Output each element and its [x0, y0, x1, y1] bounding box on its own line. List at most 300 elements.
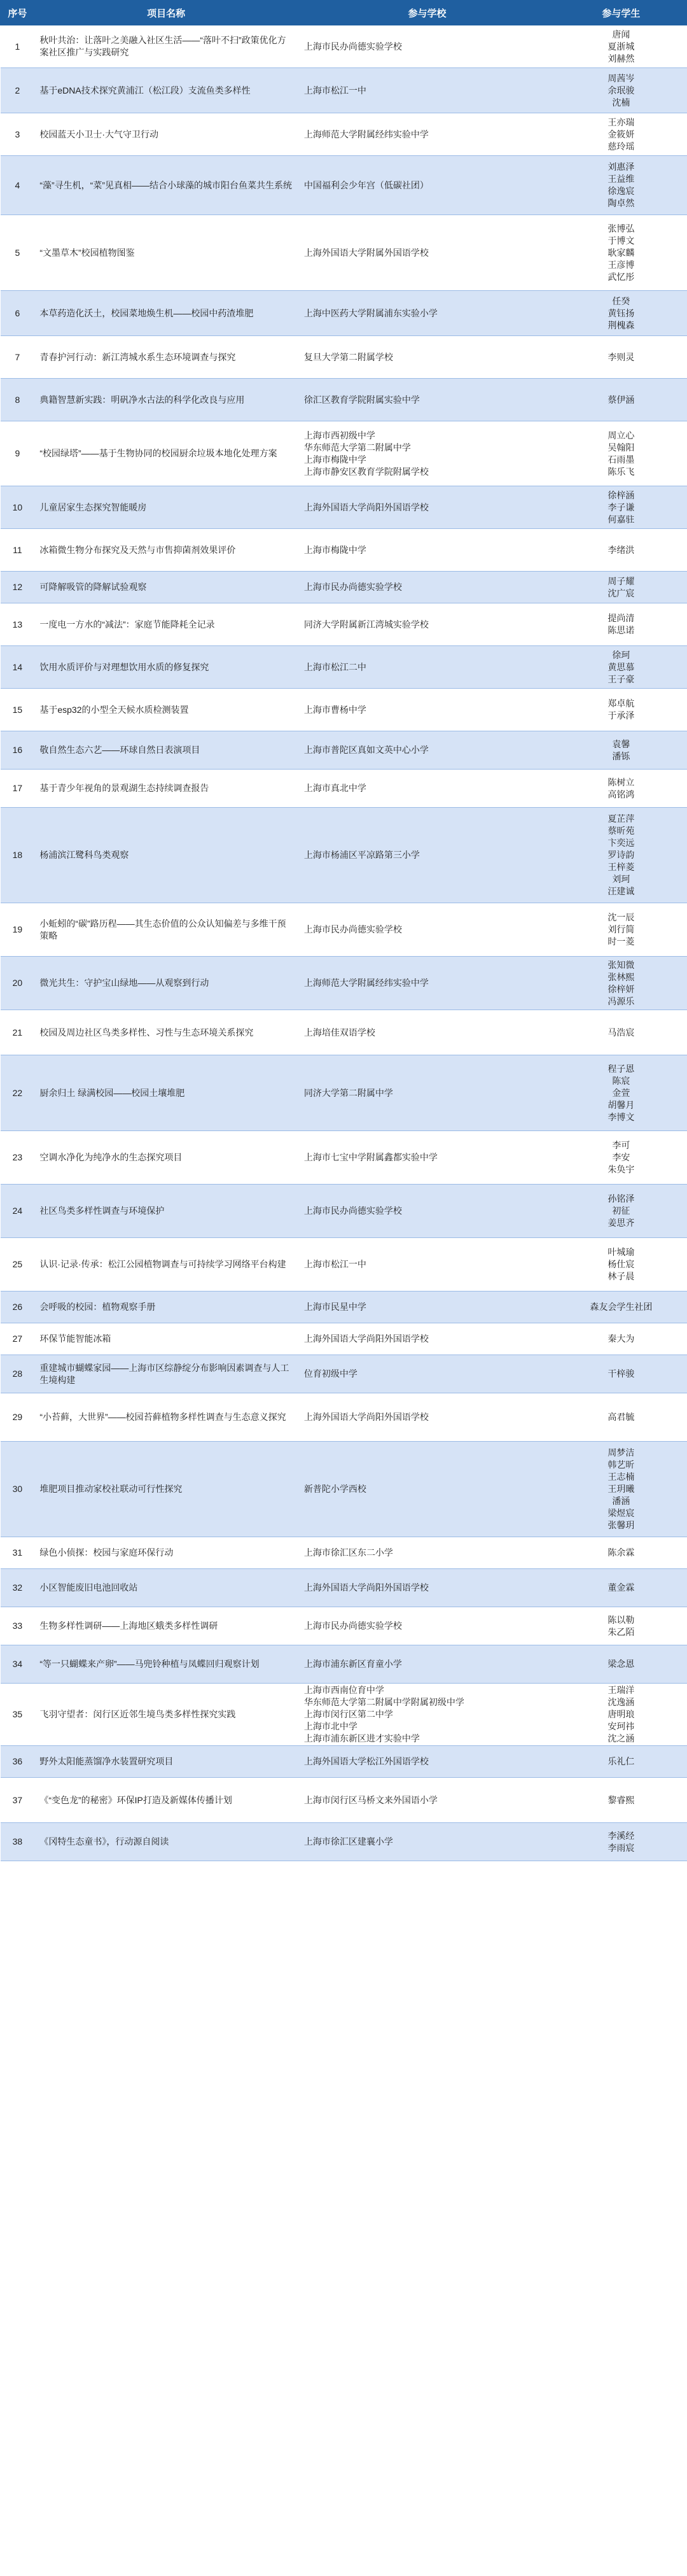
- school-cell: [299, 1746, 555, 1778]
- school-name: 上海市民星中学: [303, 1302, 366, 1312]
- project-name: 校园蓝天小卫士·大气守卫行动: [34, 113, 299, 156]
- school-name: 上海外国语大学附属外国语学校: [303, 247, 429, 258]
- project-name: 《“变色龙”的秘密》环保IP打造及新媒体传播计划: [34, 1778, 299, 1823]
- school-cell: [299, 379, 555, 421]
- student-name: 潘涵: [612, 1496, 630, 1506]
- student-name: 沈之涵: [607, 1733, 635, 1743]
- student-name: 森友会学生社团: [590, 1302, 653, 1312]
- students-cell: [555, 486, 686, 529]
- students-cell: [555, 808, 686, 903]
- school-cell: [299, 770, 555, 808]
- project-name: “藻”寻生机，“菜”见真相——结合小球藻的城市阳台鱼菜共生系统: [34, 156, 299, 215]
- student-name: 夏浙城: [607, 41, 635, 52]
- student-name: 李绪洪: [607, 544, 635, 555]
- students-cell: [555, 336, 686, 379]
- project-name: 基于esp32的小型全天候水质检测装置: [34, 689, 299, 731]
- student-name: 蔡伊涵: [607, 394, 635, 405]
- school-name: 上海市浦东新区进才实验中学: [303, 1733, 420, 1743]
- header-school: 参与学校: [299, 1, 555, 25]
- student-name: 王彦博: [607, 259, 635, 270]
- school-cell: [299, 1778, 555, 1823]
- students-cell: [555, 1607, 686, 1645]
- row-number: 37: [1, 1778, 35, 1823]
- project-name: 环保节能智能冰箱: [34, 1323, 299, 1355]
- project-name: 重建城市蝴蝶家园——上海市区综静绽分布影响因素调查与人工生境构建: [34, 1355, 299, 1393]
- student-name: 任癸: [612, 295, 630, 306]
- student-name: 金筱妍: [607, 129, 635, 139]
- students-cell: [555, 572, 686, 603]
- student-name: 于博文: [607, 235, 635, 246]
- row-number: 33: [1, 1607, 35, 1645]
- student-name: 徐珂: [612, 649, 630, 660]
- row-number: 14: [1, 646, 35, 689]
- school-name: 上海外国语大学松江外国语学校: [303, 1756, 429, 1766]
- student-name: 王子豪: [607, 673, 635, 684]
- student-name: 李子谦: [607, 502, 635, 512]
- row-number: 24: [1, 1185, 35, 1238]
- student-name: 徐梓涵: [607, 489, 635, 500]
- row-number: 30: [1, 1442, 35, 1537]
- school-cell: [299, 25, 555, 68]
- students-cell: [555, 1355, 686, 1393]
- student-name: 王瑞洋: [607, 1685, 635, 1695]
- school-cell: [299, 957, 555, 1010]
- school-cell: [299, 1185, 555, 1238]
- header-students: 参与学生: [555, 1, 686, 25]
- student-name: 耿家麟: [607, 247, 635, 258]
- students-cell: [555, 603, 686, 646]
- student-name: 刘惠泽: [607, 162, 635, 172]
- student-name: 陶卓然: [607, 198, 635, 208]
- table-row: [1, 770, 687, 808]
- students-cell: [555, 1569, 686, 1607]
- school-name: 上海市徐汇区建襄小学: [303, 1836, 393, 1847]
- student-name: 李溪经: [607, 1830, 635, 1841]
- student-name: 黎睿熙: [607, 1794, 635, 1805]
- school-name: 上海市闵行区第二中学: [303, 1709, 393, 1719]
- school-cell: [299, 572, 555, 603]
- student-name: 刘行简: [607, 924, 635, 934]
- row-number: 4: [1, 156, 35, 215]
- header-project-name: 项目名称: [34, 1, 299, 25]
- students-cell: [555, 1823, 686, 1861]
- student-name: 梁念恩: [607, 1659, 635, 1669]
- school-name: 上海市杨浦区平凉路第三小学: [303, 850, 420, 860]
- students-cell: [555, 156, 686, 215]
- school-cell: [299, 1645, 555, 1684]
- school-cell: [299, 1569, 555, 1607]
- project-name: 基于eDNA技术探究黄浦江（松江段）支流鱼类多样性: [34, 68, 299, 113]
- project-name: 校园及周边社区鸟类多样性、习性与生态环境关系探究: [34, 1010, 299, 1055]
- row-number: 23: [1, 1131, 35, 1185]
- table-row: [1, 1323, 687, 1355]
- school-name: 同济大学附属新江湾城实验学校: [303, 619, 429, 630]
- student-name: 石雨墨: [607, 454, 635, 465]
- student-name: 安珂祎: [607, 1721, 635, 1731]
- table-row: [1, 1746, 687, 1778]
- students-cell: [555, 903, 686, 957]
- project-name: 儿童居家生态探究智能暖房: [34, 486, 299, 529]
- student-name: 王志楠: [607, 1472, 635, 1482]
- student-name: 陈宸: [612, 1075, 630, 1086]
- students-cell: [555, 1746, 686, 1778]
- row-number: 6: [1, 291, 35, 336]
- school-cell: [299, 1323, 555, 1355]
- row-number: 28: [1, 1355, 35, 1393]
- school-name: 上海外国语大学尚阳外国语学校: [303, 1412, 429, 1422]
- student-name: 徐梓妍: [607, 983, 635, 994]
- student-name: 秦大为: [607, 1334, 635, 1344]
- row-number: 8: [1, 379, 35, 421]
- students-cell: [555, 1010, 686, 1055]
- student-name: 李雨宸: [607, 1842, 635, 1853]
- student-name: 沈一辰: [607, 912, 635, 922]
- school-name: 上海市曹杨中学: [303, 704, 366, 715]
- student-name: 朱奂宇: [607, 1164, 635, 1174]
- student-name: 姜思齐: [607, 1218, 635, 1228]
- student-name: 王玥曦: [607, 1484, 635, 1494]
- project-name: 可降解吸管的降解试验观察: [34, 572, 299, 603]
- school-cell: [299, 603, 555, 646]
- table-header-row: [1, 1, 687, 25]
- school-name: 上海师范大学附属经纬实验中学: [303, 978, 429, 988]
- students-cell: [555, 1778, 686, 1823]
- student-name: 时一菱: [607, 936, 635, 947]
- student-name: 慈玲瑶: [607, 141, 635, 151]
- project-name: 冰箱微生物分布探究及天然与市售抑菌剂效果评价: [34, 529, 299, 572]
- school-name: 复旦大学第二附属学校: [303, 351, 393, 362]
- students-cell: [555, 215, 686, 291]
- school-name: 上海培佳双语学校: [303, 1027, 375, 1038]
- table-row: [1, 68, 687, 113]
- student-name: 干梓骏: [607, 1369, 635, 1379]
- project-name: 小蚯蚓的“碳”路历程——其生态价值的公众认知偏差与多维干预策略: [34, 903, 299, 957]
- school-name: 上海外国语大学尚阳外国语学校: [303, 1334, 429, 1344]
- project-name: 基于青少年视角的景观湖生态持续调查报告: [34, 770, 299, 808]
- student-name: 高铭鸿: [607, 789, 635, 799]
- project-name: 青春护河行动：新江湾城水系生态环境调查与探究: [34, 336, 299, 379]
- row-number: 17: [1, 770, 35, 808]
- school-cell: [299, 1823, 555, 1861]
- school-cell: [299, 215, 555, 291]
- school-cell: [299, 421, 555, 486]
- table-row: [1, 1778, 687, 1823]
- student-name: 周梦洁: [607, 1447, 635, 1458]
- students-cell: [555, 529, 686, 572]
- row-number: 2: [1, 68, 35, 113]
- students-cell: [555, 770, 686, 808]
- row-number: 25: [1, 1238, 35, 1292]
- school-cell: [299, 336, 555, 379]
- student-name: 陈思诺: [607, 625, 635, 635]
- table-row: [1, 291, 687, 336]
- students-cell: [555, 1323, 686, 1355]
- project-name: 一度电一方水的“减法”：家庭节能降耗全记录: [34, 603, 299, 646]
- student-name: 郑卓航: [607, 698, 635, 708]
- student-name: 汪建诚: [607, 886, 635, 896]
- student-name: 张知微: [607, 959, 635, 970]
- project-name: 敬自然生态六艺——环球自然日表演项目: [34, 731, 299, 770]
- row-number: 26: [1, 1292, 35, 1323]
- project-name: 生物多样性调研——上海地区蛾类多样性调研: [34, 1607, 299, 1645]
- school-cell: [299, 1131, 555, 1185]
- school-name: 上海市徐汇区东二小学: [303, 1547, 393, 1558]
- school-cell: [299, 1055, 555, 1131]
- table-row: [1, 1537, 687, 1569]
- table-row: [1, 156, 687, 215]
- students-cell: [555, 1055, 686, 1131]
- row-number: 20: [1, 957, 35, 1010]
- student-name: 韩艺昕: [607, 1460, 635, 1470]
- row-number: 36: [1, 1746, 35, 1778]
- student-name: 徐逸宸: [607, 186, 635, 196]
- school-name: 上海市真北中学: [303, 783, 366, 793]
- students-cell: [555, 1185, 686, 1238]
- row-number: 35: [1, 1684, 35, 1746]
- school-name: 上海市梅陇中学: [303, 454, 366, 465]
- project-name: “校园绿塔”——基于生物协同的校园厨余垃圾本地化处理方案: [34, 421, 299, 486]
- project-name: 空调水净化为纯净水的生态探究项目: [34, 1131, 299, 1185]
- school-cell: [299, 68, 555, 113]
- table-row: [1, 1131, 687, 1185]
- project-name: 本草药造化沃土，校园菜地焕生机——校园中药渣堆肥: [34, 291, 299, 336]
- table-row: [1, 1355, 687, 1393]
- table-row: [1, 1607, 687, 1645]
- school-name: 上海市松江一中: [303, 85, 366, 95]
- school-name: 华东师范大学第二附属中学附属初级中学: [303, 1697, 464, 1707]
- students-cell: [555, 113, 686, 156]
- students-cell: [555, 379, 686, 421]
- students-cell: [555, 1238, 686, 1292]
- students-cell: [555, 421, 686, 486]
- student-name: 张馨玥: [607, 1520, 635, 1530]
- project-name: 会呼吸的校园：植物观察手册: [34, 1292, 299, 1323]
- school-name: 上海中医药大学附属浦东实验小学: [303, 307, 438, 318]
- school-cell: [299, 1442, 555, 1537]
- students-cell: [555, 1393, 686, 1442]
- student-name: 提尚清: [607, 613, 635, 623]
- row-number: 18: [1, 808, 35, 903]
- project-name: 小区智能废旧电池回收站: [34, 1569, 299, 1607]
- student-name: 于承泽: [607, 710, 635, 721]
- project-name: 秋叶共治：让落叶之美融入社区生活——“落叶不扫”政策优化方案社区推广与实践研究: [34, 25, 299, 68]
- table-row: [1, 957, 687, 1010]
- student-name: 梁煜宸: [607, 1508, 635, 1518]
- school-cell: [299, 808, 555, 903]
- student-name: 沈广宸: [607, 588, 635, 598]
- student-name: 初征: [612, 1206, 630, 1216]
- student-name: 金萱: [612, 1087, 630, 1098]
- student-name: 孙铭泽: [607, 1193, 635, 1204]
- project-name: 典籍智慧新实践：明矾净水古法的科学化改良与应用: [34, 379, 299, 421]
- student-name: 杨仕宸: [607, 1259, 635, 1269]
- school-name: 上海外国语大学尚阳外国语学校: [303, 1582, 429, 1593]
- students-cell: [555, 68, 686, 113]
- student-name: 蔡昕苑: [607, 826, 635, 836]
- school-cell: [299, 646, 555, 689]
- students-cell: [555, 25, 686, 68]
- row-number: 12: [1, 572, 35, 603]
- students-cell: [555, 646, 686, 689]
- school-name: 上海市民办尚德实验学校: [303, 1206, 402, 1216]
- students-cell: [555, 1292, 686, 1323]
- table-row: [1, 1645, 687, 1684]
- student-name: 刘赫然: [607, 53, 635, 64]
- school-cell: [299, 731, 555, 770]
- row-number: 32: [1, 1569, 35, 1607]
- project-name: 饮用水质评价与对理想饮用水质的修复探究: [34, 646, 299, 689]
- students-cell: [555, 689, 686, 731]
- school-name: 上海市民办尚德实验学校: [303, 924, 402, 934]
- table-row: [1, 808, 687, 903]
- student-name: 刘珂: [612, 874, 630, 884]
- project-name: 野外太阳能蒸馏净水装置研究项目: [34, 1746, 299, 1778]
- school-cell: [299, 291, 555, 336]
- school-cell: [299, 1537, 555, 1569]
- school-name: 上海市普陀区真如文英中心小学: [303, 745, 429, 755]
- project-name: “文墨草木”校园植物图鉴: [34, 215, 299, 291]
- school-cell: [299, 113, 555, 156]
- table-row: [1, 903, 687, 957]
- school-cell: [299, 903, 555, 957]
- student-name: 周茜岑: [607, 73, 635, 83]
- table-row: [1, 215, 687, 291]
- table-row: [1, 1185, 687, 1238]
- student-name: 黄钰扬: [607, 307, 635, 318]
- student-name: 夏芷萍: [607, 813, 635, 824]
- row-number: 31: [1, 1537, 35, 1569]
- school-cell: [299, 1607, 555, 1645]
- school-cell: [299, 689, 555, 731]
- table-row: [1, 572, 687, 603]
- school-cell: [299, 1010, 555, 1055]
- row-number: 16: [1, 731, 35, 770]
- row-number: 3: [1, 113, 35, 156]
- project-name: 认识·记录·传承：松江公园植物调查与可持续学习网络平台构建: [34, 1238, 299, 1292]
- row-number: 7: [1, 336, 35, 379]
- row-number: 27: [1, 1323, 35, 1355]
- school-name: 上海市静安区教育学院附属学校: [303, 466, 429, 477]
- student-name: 陈树立: [607, 777, 635, 787]
- student-name: 王亦瑞: [607, 116, 635, 127]
- student-name: 王益维: [607, 174, 635, 184]
- table-row: [1, 1010, 687, 1055]
- student-name: 陈乐飞: [607, 466, 635, 477]
- table-row: [1, 486, 687, 529]
- school-cell: [299, 1355, 555, 1393]
- row-number: 1: [1, 25, 35, 68]
- student-name: 黄思慕: [607, 661, 635, 672]
- student-name: 李博文: [607, 1111, 635, 1122]
- project-name: 飞羽守望者：闵行区近邻生境鸟类多样性探究实践: [34, 1684, 299, 1746]
- school-cell: [299, 529, 555, 572]
- students-cell: [555, 957, 686, 1010]
- student-name: 潘铄: [612, 750, 630, 761]
- table-row: [1, 603, 687, 646]
- row-number: 22: [1, 1055, 35, 1131]
- student-name: 马浩宸: [607, 1027, 635, 1038]
- table-row: [1, 1238, 687, 1292]
- student-name: 李安: [612, 1152, 630, 1162]
- table-row: [1, 1823, 687, 1861]
- student-name: 沈楠: [612, 97, 630, 108]
- row-number: 21: [1, 1010, 35, 1055]
- school-cell: [299, 1393, 555, 1442]
- student-name: 李则灵: [607, 351, 635, 362]
- row-number: 34: [1, 1645, 35, 1684]
- school-name: 上海市民办尚德实验学校: [303, 41, 402, 52]
- row-number: 11: [1, 529, 35, 572]
- school-name: 上海师范大学附属经纬实验中学: [303, 129, 429, 139]
- row-number: 19: [1, 903, 35, 957]
- school-name: 上海市松江二中: [303, 661, 366, 672]
- table-body: [1, 25, 687, 1861]
- school-cell: [299, 156, 555, 215]
- student-name: 余珉骏: [607, 85, 635, 95]
- row-number: 15: [1, 689, 35, 731]
- school-name: 徐汇区教育学院附属实验中学: [303, 394, 420, 405]
- student-name: 荆槐森: [607, 320, 635, 330]
- row-number: 13: [1, 603, 35, 646]
- student-name: 陈以勒: [607, 1614, 635, 1625]
- school-name: 上海市民办尚德实验学校: [303, 1621, 402, 1631]
- student-name: 武忆彤: [607, 271, 635, 282]
- school-name: 上海市北中学: [303, 1721, 357, 1731]
- school-name: 上海市西初级中学: [303, 430, 375, 440]
- school-name: 上海市民办尚德实验学校: [303, 582, 402, 592]
- school-name: 上海外国语大学尚阳外国语学校: [303, 502, 429, 512]
- table-row: [1, 379, 687, 421]
- project-name: 杨浦滨江鹭科鸟类观察: [34, 808, 299, 903]
- header-no: 序号: [1, 1, 35, 25]
- student-name: 罗诗韵: [607, 850, 635, 860]
- table-row: [1, 1442, 687, 1537]
- students-cell: [555, 1645, 686, 1684]
- school-name: 上海市梅陇中学: [303, 544, 366, 555]
- student-name: 张林熙: [607, 971, 635, 982]
- students-cell: [555, 291, 686, 336]
- student-name: 叶城瑜: [607, 1247, 635, 1257]
- school-cell: [299, 1292, 555, 1323]
- student-name: 袁馨: [612, 738, 630, 749]
- school-cell: [299, 1684, 555, 1746]
- school-name: 中国福利会少年宫（低碳社团）: [303, 179, 429, 190]
- table-row: [1, 731, 687, 770]
- student-name: 朱乙陌: [607, 1626, 635, 1637]
- school-cell: [299, 486, 555, 529]
- school-name: 新普陀小学西校: [303, 1484, 366, 1494]
- table-row: [1, 25, 687, 68]
- table-row: [1, 113, 687, 156]
- student-name: 董金霖: [607, 1582, 635, 1593]
- school-name: 上海市松江一中: [303, 1259, 366, 1269]
- student-name: 林子晨: [607, 1271, 635, 1281]
- project-name: 《冈特生态童书》，行动源自阅读: [34, 1823, 299, 1861]
- project-name: “小苔藓，大世界”——校园苔藓植物多样性调查与生态意义探究: [34, 1393, 299, 1442]
- table-row: [1, 1292, 687, 1323]
- student-name: 高君毓: [607, 1412, 635, 1422]
- students-cell: [555, 731, 686, 770]
- school-name: 上海市闵行区马桥文来外国语小学: [303, 1794, 438, 1805]
- student-name: 沈逸涵: [607, 1697, 635, 1707]
- student-name: 乐礼仁: [607, 1756, 635, 1766]
- student-name: 程子恩: [607, 1063, 635, 1074]
- project-name: “等一只蝴蝶来产卵”——马兜铃种植与凤蝶回归观察计划: [34, 1645, 299, 1684]
- student-name: 唐明琅: [607, 1709, 635, 1719]
- school-cell: [299, 1238, 555, 1292]
- table-row: [1, 1393, 687, 1442]
- student-name: 张博弘: [607, 223, 635, 234]
